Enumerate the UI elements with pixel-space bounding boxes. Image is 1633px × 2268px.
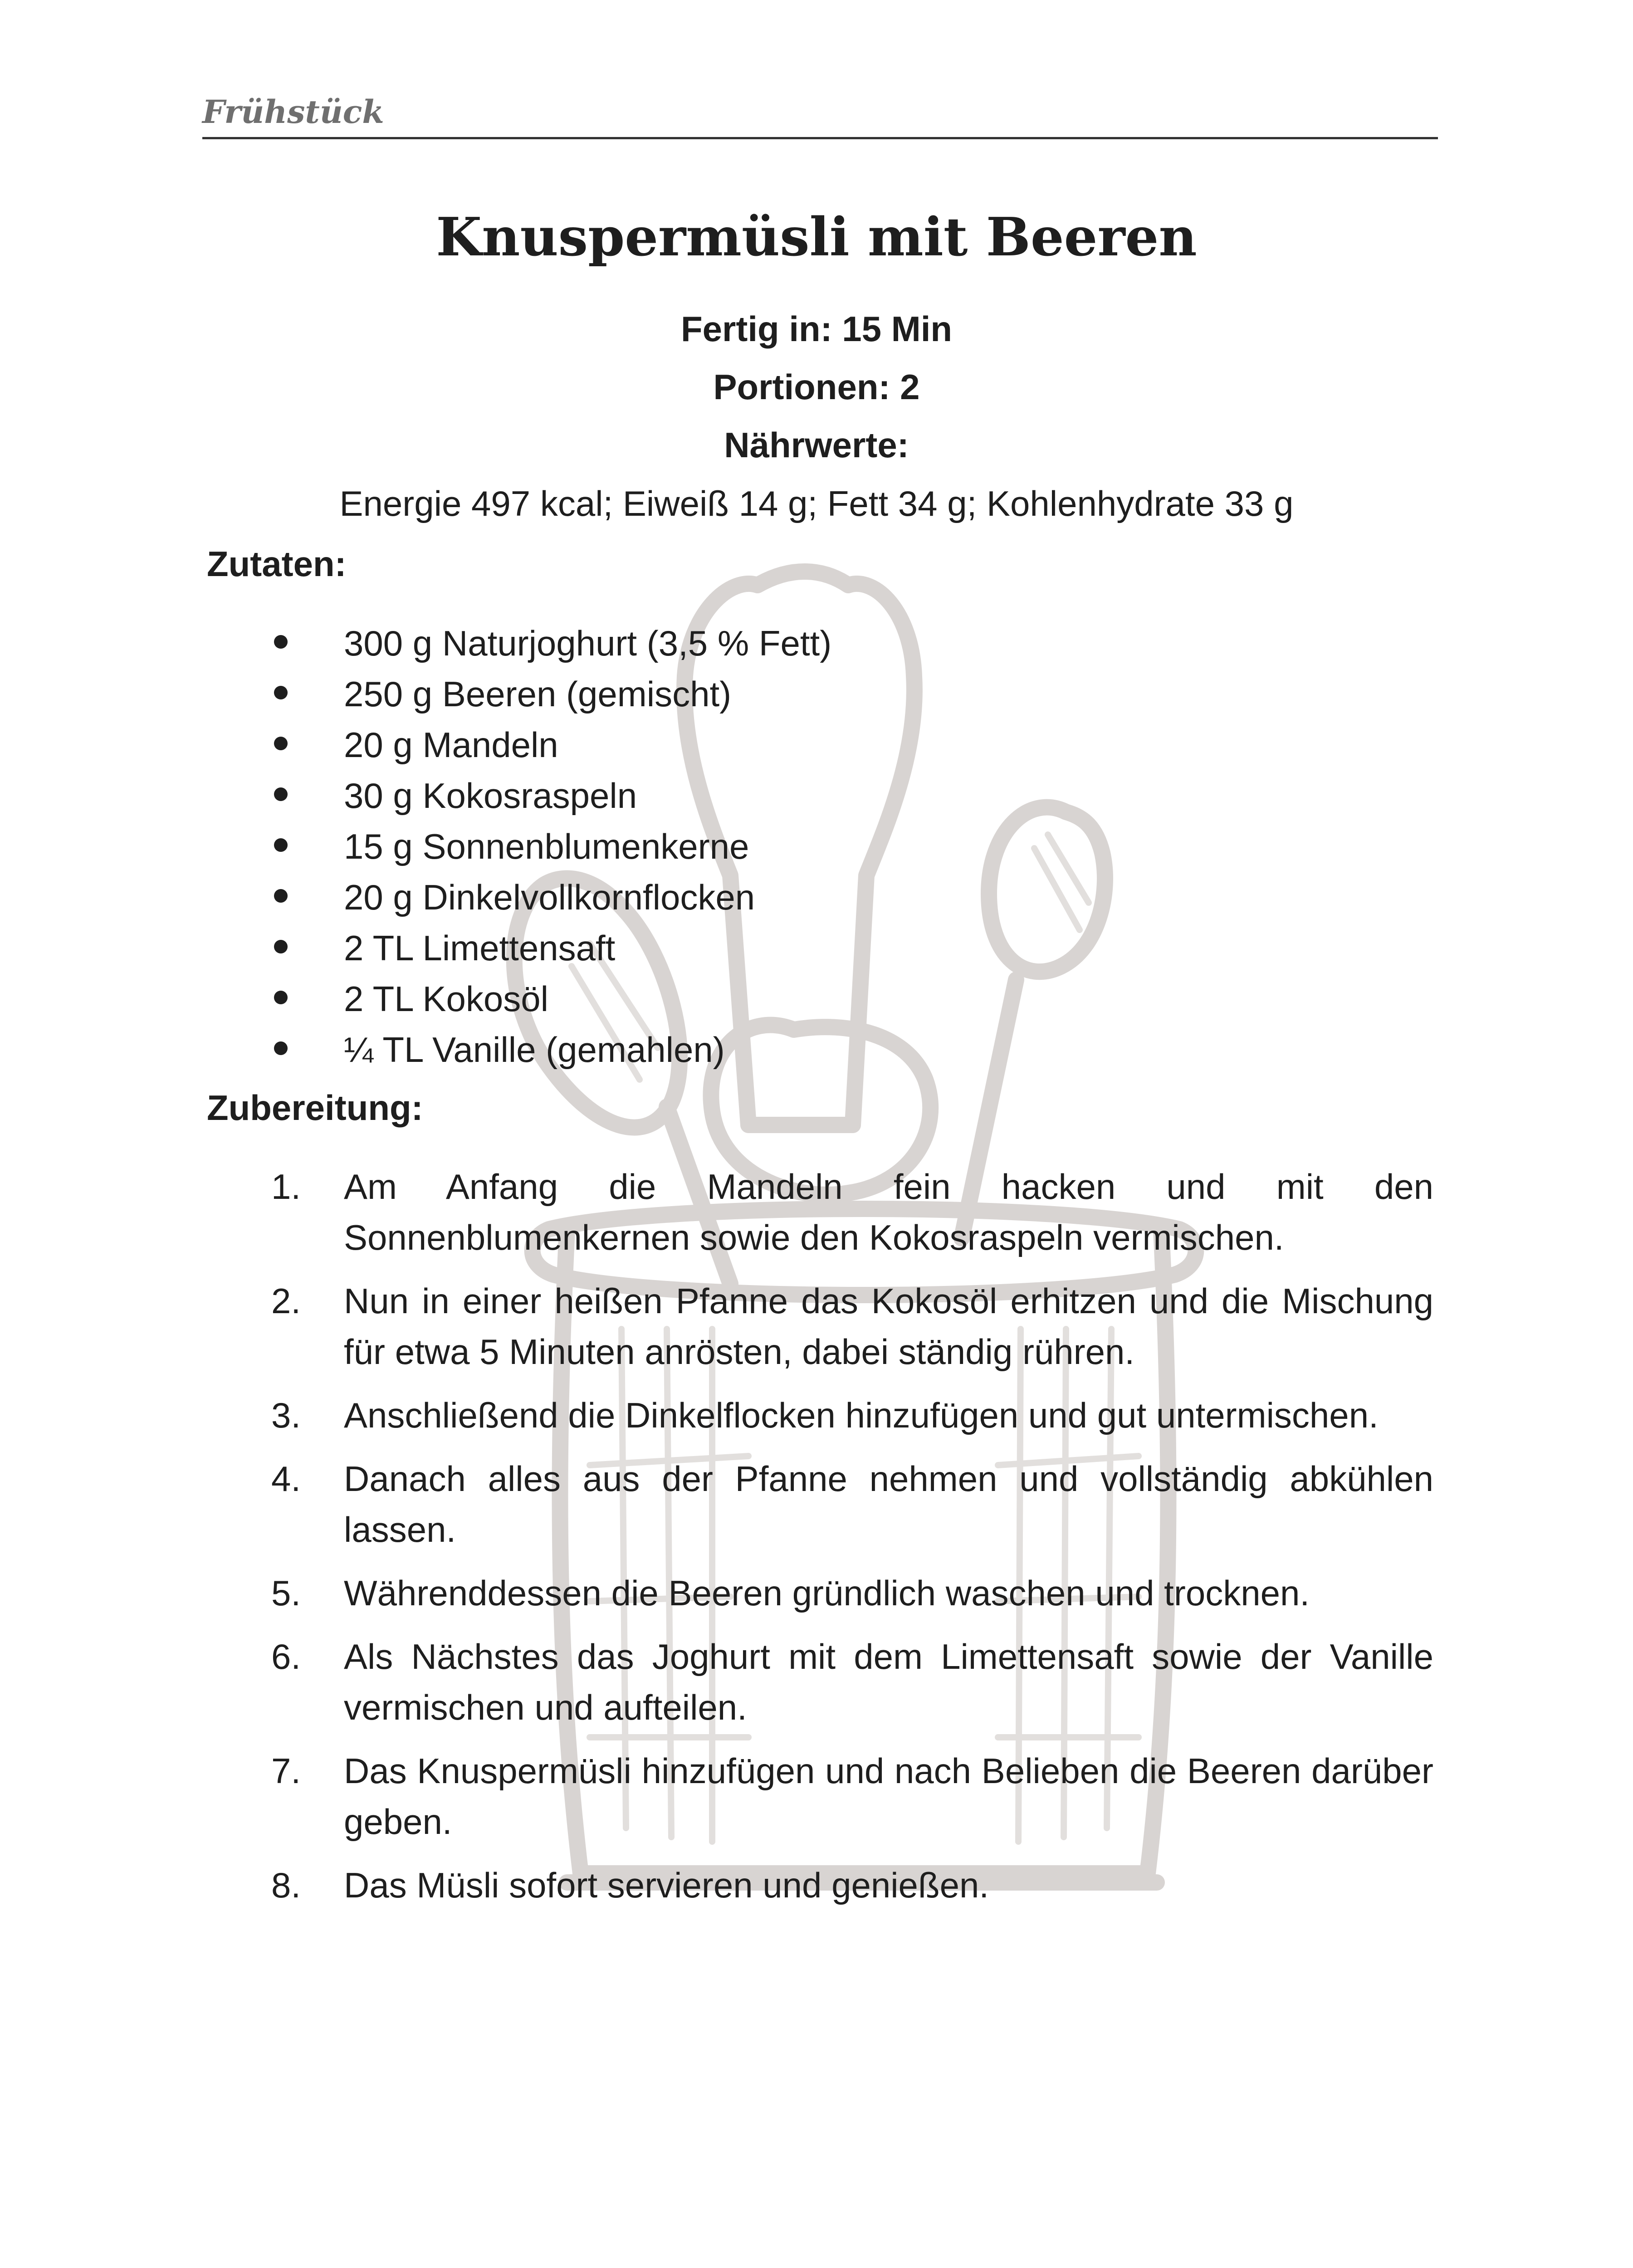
step-item (0, 1276, 1633, 1377)
nutrition-values: Energie 497 kcal; Eiweiß 14 g; Fett 34 g; Kohlenhydrate 33 g (339, 484, 1294, 523)
ingredient-item: ¼ TL Vanille (gemahlen) (0, 1024, 1270, 1075)
step-number: 8. (271, 1865, 301, 1905)
bullet-icon (274, 838, 288, 852)
step-text: Als Nächstes das Joghurt mit dem Limettensaft sowie der Vanille vermischen und aufteilen. (344, 1637, 1433, 1727)
step-text: Nun in einer heißen Pfanne das Kokosöl erhitzen und die Mischung für etwa 5 Minuten anrösten, dabei ständig rühren. (344, 1281, 1433, 1372)
ingredient-item: 2 TL Kokosöl (0, 973, 1270, 1024)
bullet-icon (274, 940, 288, 953)
step-number: 5. (271, 1573, 301, 1613)
bullet-icon (274, 737, 288, 750)
bullet-icon (274, 991, 288, 1004)
step-number: 4. (271, 1459, 301, 1499)
ingredients-heading: Zutaten: (207, 544, 347, 584)
bullet-icon (274, 787, 288, 801)
recipe-title: Knuspermüsli mit Beeren (436, 206, 1197, 268)
step-text: Am Anfang die Mandeln fein hacken und mit den Sonnenblumenkernen sowie den Kokosraspeln vermischen. (344, 1167, 1433, 1257)
servings: Portionen: 2 (713, 367, 920, 407)
bullet-icon (274, 889, 288, 903)
step-item (0, 1390, 1633, 1441)
ingredient-item: 20 g Dinkelvollkornflocken (0, 872, 1270, 923)
bullet-icon (274, 1041, 288, 1055)
bullet-icon (274, 686, 288, 699)
nutrition-label: Nährwerte: (724, 425, 909, 465)
step-number: 6. (271, 1637, 301, 1677)
ingredient-item: 15 g Sonnenblumenkerne (0, 821, 1270, 872)
steps-heading: Zubereitung: (207, 1088, 423, 1128)
ingredient-item: 20 g Mandeln (0, 719, 1270, 770)
prep-time: Fertig in: 15 Min (680, 309, 953, 349)
step-number: 3. (271, 1395, 301, 1435)
step-number: 1. (271, 1167, 301, 1207)
bullet-icon (274, 635, 288, 649)
step-text: Währenddessen die Beeren gründlich waschen und trocknen. (344, 1573, 1310, 1613)
step-item (0, 1453, 1633, 1555)
ingredient-item: 300 g Naturjoghurt (3,5 % Fett) (0, 618, 1270, 669)
step-text: Anschließend die Dinkelflocken hinzufügen und gut untermischen. (344, 1395, 1379, 1435)
step-number: 7. (271, 1751, 301, 1791)
running-head: Frühstück (202, 93, 384, 131)
ingredient-item: 30 g Kokosraspeln (0, 770, 1270, 821)
ingredient-item: 250 g Beeren (gemischt) (0, 669, 1270, 719)
step-item (0, 1568, 1633, 1618)
ingredient-item: 2 TL Limettensaft (0, 923, 1270, 973)
step-item (0, 1161, 1633, 1263)
step-item (0, 1745, 1633, 1847)
steps-list (0, 1161, 1633, 1923)
step-item (0, 1631, 1633, 1733)
step-number: 2. (271, 1281, 301, 1321)
step-text: Danach alles aus der Pfanne nehmen und vollständig abkühlen lassen. (344, 1459, 1433, 1549)
header-rule (202, 137, 1438, 139)
step-item (0, 1860, 1633, 1911)
step-text: Das Knuspermüsli hinzufügen und nach Belieben die Beeren darüber geben. (344, 1751, 1433, 1842)
step-text: Das Müsli sofort servieren und genießen. (344, 1865, 989, 1905)
